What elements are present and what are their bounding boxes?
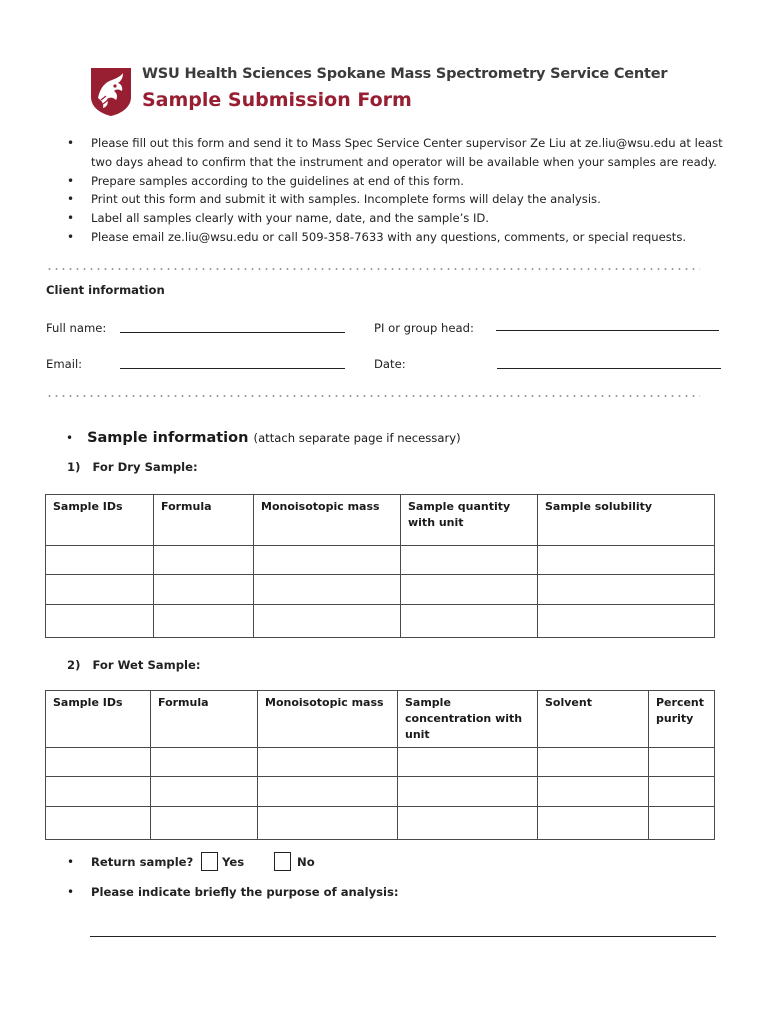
return-yes-checkbox[interactable] — [201, 852, 218, 871]
table-row — [46, 575, 715, 605]
column-header: Sample quantity with unit — [401, 495, 538, 546]
table-cell[interactable] — [401, 575, 538, 605]
return-no-checkbox[interactable] — [274, 852, 291, 871]
wet-sample-heading: 2) For Wet Sample: — [67, 658, 201, 672]
table-cell[interactable] — [46, 807, 151, 840]
wet-sample-table — [45, 690, 715, 840]
table-cell[interactable] — [46, 546, 154, 575]
client-info-heading: Client information — [46, 283, 165, 297]
date-label: Date: — [374, 357, 406, 371]
column-header: Formula — [154, 495, 254, 546]
return-no-label: No — [297, 855, 315, 869]
table-cell[interactable] — [151, 807, 258, 840]
table-cell[interactable] — [538, 807, 649, 840]
table-cell[interactable] — [538, 605, 715, 638]
table-cell[interactable] — [154, 546, 254, 575]
column-header: Sample IDs — [46, 691, 151, 748]
return-yes-label: Yes — [222, 855, 245, 869]
table-cell[interactable] — [46, 575, 154, 605]
instruction-item: • Please fill out this form and send it to Mass Spec Service Center supervisor Ze Liu at ze.liu@wsu.edu at least two days ahead to confirm that the instrument and operator will be available when your samples are ready. — [64, 134, 734, 172]
table-cell[interactable] — [538, 777, 649, 807]
column-header: Monoisotopic mass — [254, 495, 401, 546]
bullet-glyph: • — [67, 885, 75, 899]
table-cell[interactable] — [538, 546, 715, 575]
table-cell[interactable] — [401, 546, 538, 575]
table-row — [46, 748, 715, 777]
table-header-row — [46, 691, 715, 748]
table-cell[interactable] — [398, 748, 538, 777]
table-cell[interactable] — [154, 605, 254, 638]
pi-label: PI or group head: — [374, 321, 474, 335]
table-cell[interactable] — [398, 807, 538, 840]
table-cell[interactable] — [398, 777, 538, 807]
table-cell[interactable] — [46, 748, 151, 777]
table-cell[interactable] — [649, 748, 715, 777]
table-cell[interactable] — [254, 575, 401, 605]
table-cell[interactable] — [538, 575, 715, 605]
column-header: Percent purity — [649, 691, 715, 748]
table-row — [46, 546, 715, 575]
table-cell[interactable] — [258, 777, 398, 807]
bullet-glyph: • — [67, 855, 75, 869]
dotted-divider — [46, 395, 700, 397]
dry-sample-table — [45, 494, 715, 638]
full-name-label: Full name: — [46, 321, 107, 335]
sample-info-heading — [66, 427, 461, 446]
table-cell[interactable] — [254, 605, 401, 638]
table-cell[interactable] — [46, 605, 154, 638]
table-cell[interactable] — [649, 807, 715, 840]
table-cell[interactable] — [154, 575, 254, 605]
table-cell[interactable] — [46, 777, 151, 807]
instruction-item: • Print out this form and submit it with samples. Incomplete forms will delay the analysis. — [64, 190, 734, 209]
instruction-list — [64, 134, 734, 247]
table-cell[interactable] — [401, 605, 538, 638]
column-header: Monoisotopic mass — [258, 691, 398, 748]
column-header: Sample solubility — [538, 495, 715, 546]
table-cell[interactable] — [254, 546, 401, 575]
table-cell[interactable] — [258, 748, 398, 777]
table-row — [46, 777, 715, 807]
table-cell[interactable] — [151, 777, 258, 807]
instruction-item: • Prepare samples according to the guidelines at end of this form. — [64, 172, 734, 191]
column-header: Sample IDs — [46, 495, 154, 546]
instruction-item: • Label all samples clearly with your name, date, and the sample’s ID. — [64, 209, 734, 228]
sample-info-note: (attach separate page if necessary) — [253, 431, 461, 445]
pi-field[interactable] — [496, 330, 719, 331]
table-row — [46, 807, 715, 840]
form-title: Sample Submission Form — [142, 89, 412, 111]
dotted-divider — [46, 268, 700, 270]
sample-info-title: Sample information — [87, 430, 249, 446]
table-row — [46, 605, 715, 638]
email-label: Email: — [46, 357, 83, 371]
table-cell[interactable] — [649, 777, 715, 807]
dry-sample-heading: 1) For Dry Sample: — [67, 460, 198, 474]
date-field[interactable] — [497, 368, 721, 369]
purpose-field[interactable] — [90, 936, 716, 937]
table-header-row — [46, 495, 715, 546]
column-header: Solvent — [538, 691, 649, 748]
service-center-name: WSU Health Sciences Spokane Mass Spectrometry Service Center — [142, 66, 668, 82]
wsu-cougar-logo — [90, 67, 132, 117]
instruction-item: • Please email ze.liu@wsu.edu or call 509-358-7633 with any questions, comments, or special requests. — [64, 228, 734, 247]
column-header: Formula — [151, 691, 258, 748]
table-cell[interactable] — [151, 748, 258, 777]
return-sample-label: Return sample? — [91, 855, 194, 869]
column-header: Sample concentration with unit — [398, 691, 538, 748]
table-cell[interactable] — [258, 807, 398, 840]
bullet-glyph: • — [66, 431, 74, 445]
purpose-label: Please indicate briefly the purpose of analysis: — [91, 885, 399, 899]
full-name-field[interactable] — [120, 332, 345, 333]
table-cell[interactable] — [538, 748, 649, 777]
email-field[interactable] — [120, 368, 345, 369]
